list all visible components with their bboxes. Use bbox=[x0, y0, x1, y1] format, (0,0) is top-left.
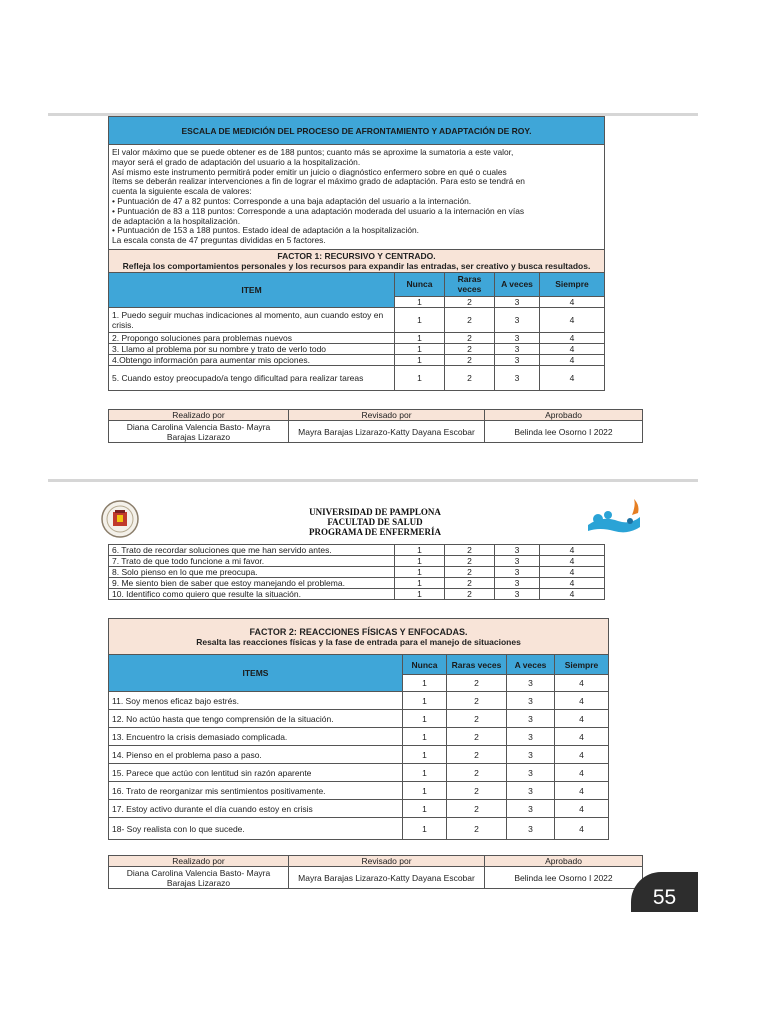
item-text: 15. Parece que actúo con lentitud sin razón aparente bbox=[109, 764, 403, 782]
table-row bbox=[109, 818, 609, 840]
table-row bbox=[109, 365, 605, 390]
program-name: PROGRAMA DE ENFERMERÍA bbox=[309, 527, 441, 537]
col-a-veces-2: A veces bbox=[507, 655, 555, 675]
item-text: 9. Me siento bien de saber que estoy manejando el problema. bbox=[109, 578, 395, 589]
item-score: 2 bbox=[445, 343, 495, 354]
intro-line: • Puntuación de 47 a 82 puntos: Corresponde a una baja adaptación del usuario a la internación. bbox=[112, 195, 472, 206]
item-score: 4 bbox=[540, 354, 605, 365]
item-score: 3 bbox=[507, 710, 555, 728]
item-score: 4 bbox=[540, 578, 605, 589]
scale-intro bbox=[109, 145, 605, 250]
item-text: 12. No actúo hasta que tengo comprensión de la situación. bbox=[109, 710, 403, 728]
item-score: 1 bbox=[395, 307, 445, 332]
item-score: 3 bbox=[495, 365, 540, 390]
item-text: 17. Estoy activo durante el día cuando estoy en crisis bbox=[109, 800, 403, 818]
item-score: 1 bbox=[403, 782, 447, 800]
item-score: 2 bbox=[447, 782, 507, 800]
footer-made-by: Diana Carolina Valencia Basto- Mayra Barajas Lizarazo bbox=[109, 421, 289, 443]
item-score: 4 bbox=[540, 556, 605, 567]
intro-line: mayor será el grado de adaptación del usuario a la hospitalización. bbox=[112, 156, 361, 167]
footer-reviewed-by-label: Revisado por bbox=[289, 410, 485, 421]
footer-approved: Belinda lee Osorno I 2022 bbox=[485, 867, 643, 889]
footer-approved-label: Aprobado bbox=[485, 410, 643, 421]
score-2: 2 bbox=[445, 296, 495, 307]
footer-reviewed-by: Mayra Barajas Lizarazo-Katty Dayana Escobar bbox=[289, 421, 485, 443]
table-row bbox=[109, 710, 609, 728]
item-score: 4 bbox=[540, 332, 605, 343]
item-score: 4 bbox=[555, 728, 609, 746]
item-text: 7. Trato de que todo funcione a mi favor. bbox=[109, 556, 395, 567]
item-score: 1 bbox=[395, 365, 445, 390]
item-score: 4 bbox=[540, 545, 605, 556]
factor1-description: Refleja los comportamientos personales y los recursos para expandir las entradas, ser creativo y busca resultados. bbox=[122, 260, 591, 271]
item-score: 1 bbox=[403, 764, 447, 782]
table-row bbox=[109, 556, 605, 567]
intro-line: ítems se deberán realizar intervenciones a fin de lograr el máximo grado de adaptación. Para esto se tendrá en bbox=[112, 176, 525, 187]
item-score: 4 bbox=[555, 764, 609, 782]
item-text: 18- Soy realista con lo que sucede. bbox=[109, 818, 403, 840]
item-text: 1. Puedo seguir muchas indicaciones al momento, aun cuando estoy en crisis. bbox=[109, 307, 395, 332]
item-score: 2 bbox=[447, 800, 507, 818]
item-score: 2 bbox=[445, 332, 495, 343]
intro-line: La escala consta de 47 preguntas divididas en 5 factores. bbox=[112, 235, 326, 246]
item-score: 4 bbox=[555, 818, 609, 840]
table-row bbox=[109, 782, 609, 800]
score-4: 4 bbox=[540, 296, 605, 307]
item-score: 2 bbox=[445, 589, 495, 600]
item-score: 3 bbox=[507, 746, 555, 764]
item-score: 2 bbox=[447, 818, 507, 840]
item-score: 2 bbox=[445, 545, 495, 556]
item-score: 1 bbox=[395, 332, 445, 343]
item-score: 3 bbox=[495, 332, 540, 343]
item-score: 2 bbox=[445, 556, 495, 567]
item-score: 2 bbox=[445, 578, 495, 589]
score-2: 2 bbox=[447, 675, 507, 692]
factor2-header bbox=[109, 619, 609, 655]
item-score: 4 bbox=[540, 365, 605, 390]
item-score: 1 bbox=[395, 556, 445, 567]
intro-line: El valor máximo que se puede obtener es de 188 puntos; cuanto más se aproxime la sumatoria a este valor, bbox=[112, 147, 514, 157]
item-score: 1 bbox=[403, 692, 447, 710]
footer-approved-label: Aprobado bbox=[485, 856, 643, 867]
university-header bbox=[100, 497, 650, 545]
footer-reviewed-by: Mayra Barajas Lizarazo-Katty Dayana Escobar bbox=[289, 867, 485, 889]
scale-title: ESCALA DE MEDICIÓN DEL PROCESO DE AFRONTAMIENTO Y ADAPTACIÓN DE ROY. bbox=[109, 117, 605, 145]
item-score: 2 bbox=[445, 307, 495, 332]
item-score: 1 bbox=[395, 567, 445, 578]
table-row bbox=[109, 567, 605, 578]
item-score: 3 bbox=[507, 800, 555, 818]
score-3: 3 bbox=[507, 675, 555, 692]
table-row bbox=[109, 764, 609, 782]
intro-line: • Puntuación de 153 a 188 puntos. Estado ideal de adaptación a la hospitalización. bbox=[112, 225, 419, 236]
item-text: 5. Cuando estoy preocupado/a tengo dificultad para realizar tareas bbox=[109, 365, 395, 390]
item-text: 11. Soy menos eficaz bajo estrés. bbox=[109, 692, 403, 710]
item-score: 3 bbox=[507, 728, 555, 746]
item-score: 3 bbox=[495, 307, 540, 332]
table-row bbox=[109, 307, 605, 332]
table-row bbox=[109, 332, 605, 343]
factor1-title: FACTOR 1: RECURSIVO Y CENTRADO. bbox=[277, 250, 436, 261]
table-row bbox=[109, 354, 605, 365]
col-a-veces: A veces bbox=[495, 272, 540, 296]
col-raras-veces-2: Raras veces bbox=[447, 655, 507, 675]
score-3: 3 bbox=[495, 296, 540, 307]
table-row bbox=[109, 728, 609, 746]
page-number: 55 bbox=[631, 872, 698, 912]
item-score: 2 bbox=[447, 764, 507, 782]
item-score: 3 bbox=[507, 764, 555, 782]
factor2-description: Resalta las reacciones físicas y la fase de entrada para el manejo de situaciones bbox=[196, 636, 521, 647]
item-score: 4 bbox=[540, 307, 605, 332]
intro-line: • Puntuación de 83 a 118 puntos: Corresponde a una adaptación moderada del usuario a la internación en vías bbox=[112, 205, 525, 216]
item-score: 1 bbox=[395, 545, 445, 556]
table-row bbox=[109, 746, 609, 764]
col-raras-veces: Raras veces bbox=[445, 272, 495, 296]
item-score: 2 bbox=[447, 728, 507, 746]
score-4: 4 bbox=[555, 675, 609, 692]
item-score: 4 bbox=[555, 800, 609, 818]
item-score: 1 bbox=[403, 746, 447, 764]
item-text: 8. Solo pienso en lo que me preocupa. bbox=[109, 567, 395, 578]
item-score: 2 bbox=[447, 692, 507, 710]
university-title bbox=[100, 507, 650, 537]
item-score: 3 bbox=[507, 818, 555, 840]
item-score: 3 bbox=[495, 589, 540, 600]
item-score: 4 bbox=[555, 746, 609, 764]
table-row bbox=[109, 545, 605, 556]
item-score: 3 bbox=[495, 354, 540, 365]
item-score: 4 bbox=[555, 692, 609, 710]
intro-line: de adaptación a la hospitalización. bbox=[112, 215, 241, 226]
item-score: 1 bbox=[395, 354, 445, 365]
factor2-title: FACTOR 2: REACCIONES FÍSICAS Y ENFOCADAS. bbox=[249, 626, 468, 637]
table-row bbox=[109, 343, 605, 354]
item-score: 4 bbox=[540, 589, 605, 600]
item-score: 1 bbox=[395, 578, 445, 589]
item-text: 3. Llamo al problema por su nombre y trato de verlo todo bbox=[109, 343, 395, 354]
factor1-header bbox=[109, 249, 605, 272]
item-score: 4 bbox=[540, 343, 605, 354]
item-text: 6. Trato de recordar soluciones que me han servido antes. bbox=[109, 545, 395, 556]
intro-line: Así mismo este instrumento permitirá poder emitir un juicio o diagnóstico enfermero sobre en qué o cuales bbox=[112, 166, 507, 177]
item-score: 4 bbox=[555, 710, 609, 728]
item-score: 3 bbox=[507, 692, 555, 710]
scale-table-page1 bbox=[108, 116, 605, 391]
university-name: UNIVERSIDAD DE PAMPLONA bbox=[309, 507, 441, 517]
item-score: 2 bbox=[445, 354, 495, 365]
footer-reviewed-by-label: Revisado por bbox=[289, 856, 485, 867]
item-score: 1 bbox=[403, 728, 447, 746]
footer-made-by-label: Realizado por bbox=[109, 856, 289, 867]
item-text: 13. Encuentro la crisis demasiado complicada. bbox=[109, 728, 403, 746]
page-separator-middle bbox=[48, 479, 698, 482]
col-items: ITEMS bbox=[109, 655, 403, 692]
table-row bbox=[109, 578, 605, 589]
item-score: 2 bbox=[447, 746, 507, 764]
intro-line: cuenta la siguiente escala de valores: bbox=[112, 186, 252, 197]
item-score: 2 bbox=[445, 365, 495, 390]
item-score: 3 bbox=[495, 567, 540, 578]
faculty-name: FACULTAD DE SALUD bbox=[327, 517, 423, 527]
col-siempre: Siempre bbox=[540, 272, 605, 296]
item-score: 3 bbox=[495, 578, 540, 589]
item-score: 4 bbox=[540, 567, 605, 578]
item-text: 10. Identifico como quiero que resulte la situación. bbox=[109, 589, 395, 600]
col-nunca: Nunca bbox=[395, 272, 445, 296]
item-score: 3 bbox=[495, 556, 540, 567]
item-score: 3 bbox=[495, 545, 540, 556]
signature-table-page1 bbox=[108, 409, 643, 443]
table-row bbox=[109, 800, 609, 818]
item-score: 1 bbox=[395, 589, 445, 600]
item-text: 4.Obtengo información para aumentar mis opciones. bbox=[109, 354, 395, 365]
factor2-table bbox=[108, 618, 609, 840]
item-score: 4 bbox=[555, 782, 609, 800]
item-text: 2. Propongo soluciones para problemas nuevos bbox=[109, 332, 395, 343]
score-1: 1 bbox=[403, 675, 447, 692]
nursing-lamp-logo bbox=[584, 497, 648, 537]
item-score: 2 bbox=[447, 710, 507, 728]
continuation-table bbox=[108, 544, 605, 600]
item-score: 2 bbox=[445, 567, 495, 578]
item-score: 1 bbox=[395, 343, 445, 354]
item-text: 16. Trato de reorganizar mis sentimientos positivamente. bbox=[109, 782, 403, 800]
footer-approved: Belinda lee Osorno I 2022 bbox=[485, 421, 643, 443]
item-score: 1 bbox=[403, 800, 447, 818]
table-row bbox=[109, 692, 609, 710]
signature-table-page2 bbox=[108, 855, 643, 889]
item-score: 1 bbox=[403, 818, 447, 840]
score-1: 1 bbox=[395, 296, 445, 307]
item-score: 3 bbox=[507, 782, 555, 800]
item-score: 3 bbox=[495, 343, 540, 354]
footer-made-by: Diana Carolina Valencia Basto- Mayra Barajas Lizarazo bbox=[109, 867, 289, 889]
item-score: 1 bbox=[403, 710, 447, 728]
footer-made-by-label: Realizado por bbox=[109, 410, 289, 421]
col-item: ITEM bbox=[109, 272, 395, 307]
col-nunca-2: Nunca bbox=[403, 655, 447, 675]
table-row bbox=[109, 589, 605, 600]
item-text: 14. Pienso en el problema paso a paso. bbox=[109, 746, 403, 764]
col-siempre-2: Siempre bbox=[555, 655, 609, 675]
